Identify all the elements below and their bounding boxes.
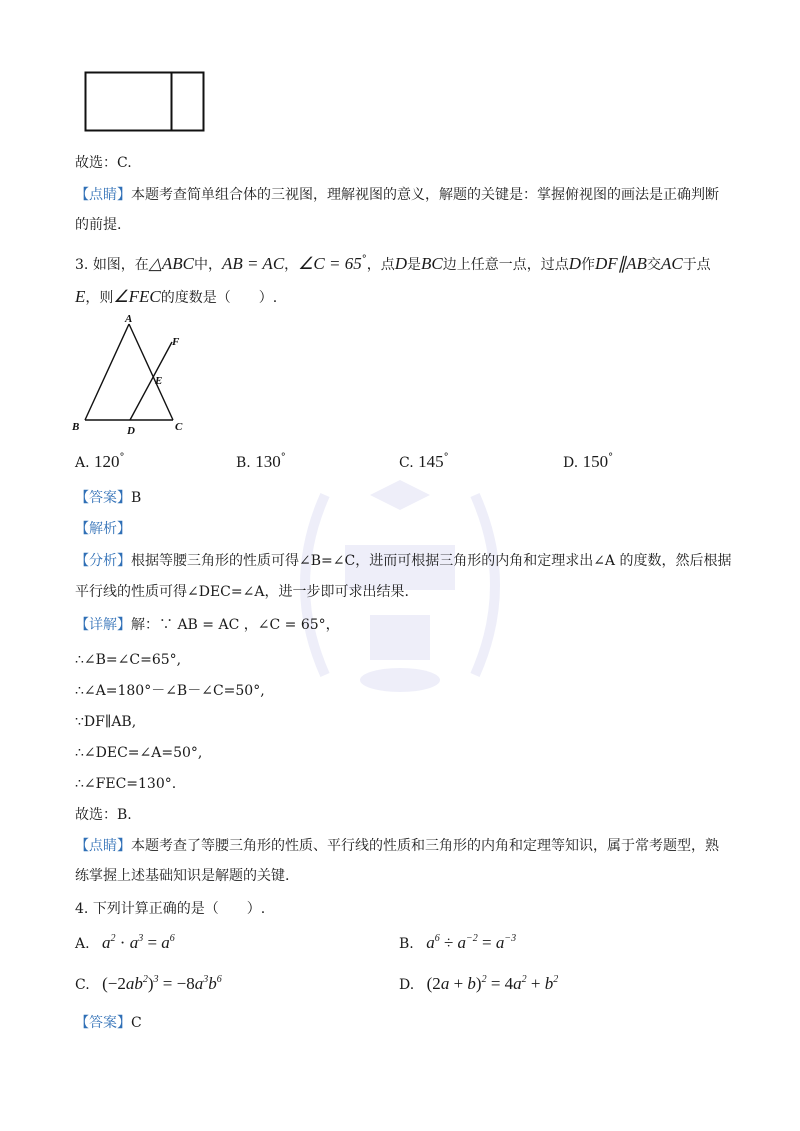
stem-text: ，点 bbox=[366, 257, 395, 273]
fenxi-tag: 【分析】 bbox=[75, 553, 131, 569]
q3-fenxi bbox=[75, 552, 731, 570]
q2-comment bbox=[75, 186, 719, 204]
option-value: 130 bbox=[255, 452, 281, 471]
angle-fec: ∠FEC bbox=[113, 287, 161, 306]
q4-option-d bbox=[399, 975, 558, 994]
option-d-formula: $(2a + b)^2 = 4a^2 + b^2$ bbox=[426, 974, 559, 993]
stem-text: ，则 bbox=[85, 290, 114, 306]
label-b: B bbox=[72, 421, 80, 433]
step-line: ∴∠A=180°－∠B－∠C=50°, bbox=[75, 683, 265, 699]
option-letter: D. bbox=[399, 977, 415, 993]
answer-value: B bbox=[131, 490, 142, 506]
degree-sign: ° bbox=[608, 452, 614, 463]
point-e: E bbox=[75, 287, 86, 306]
outer-rectangle bbox=[86, 73, 204, 131]
parallel-df-ab: DF∥AB bbox=[595, 254, 647, 273]
option-letter: B. bbox=[399, 936, 414, 952]
label-c: C bbox=[175, 421, 183, 433]
q2-comment-cont: 的前提. bbox=[75, 217, 122, 233]
q4-answer bbox=[75, 1014, 142, 1032]
answer-value: C bbox=[131, 1015, 142, 1031]
option-c-formula: $(-2ab^2)^3 = -8a^3b^6$ bbox=[102, 974, 222, 993]
option-letter: D. bbox=[563, 455, 579, 471]
angle-c: ∠C = 65 bbox=[298, 254, 362, 273]
detail-tag: 【详解】 bbox=[75, 617, 131, 633]
question-number: 4. bbox=[75, 901, 89, 917]
comment-text: 本题考查了等腰三角形的性质、平行线的性质和三角形的内角和定理等知识，属于常考题型，熟 bbox=[131, 838, 719, 854]
q3-stem-line2 bbox=[75, 288, 277, 307]
option-value: 145 bbox=[418, 452, 444, 471]
option-b-formula: $a^6 \div a^{-2} = a^{-3}$ bbox=[426, 933, 517, 952]
segment-bc: BC bbox=[421, 254, 443, 273]
step-line: ∴∠FEC=130°. bbox=[75, 776, 177, 792]
option-letter: A. bbox=[75, 455, 90, 471]
q3-answer bbox=[75, 489, 141, 507]
label-e: E bbox=[155, 375, 163, 387]
q3-comment-cont: 练掌握上述基础知识是解题的关键. bbox=[75, 868, 290, 884]
degree-sign: ° bbox=[119, 452, 125, 463]
step-line: ∴∠B=∠C=65°, bbox=[75, 652, 182, 668]
question-number: 3. bbox=[75, 257, 89, 273]
degree-sign: ° bbox=[443, 452, 449, 463]
option-value: 120 bbox=[94, 452, 120, 471]
q4-option-a bbox=[75, 934, 175, 953]
triangle-abc: △ABC bbox=[148, 254, 194, 273]
side-ab bbox=[85, 324, 129, 420]
q3-comment bbox=[75, 837, 719, 855]
q4-option-b bbox=[399, 934, 516, 953]
answer-tag: 【答案】 bbox=[75, 490, 131, 506]
triangle-figure bbox=[68, 312, 193, 437]
option-d bbox=[563, 453, 613, 472]
stem-text: 作 bbox=[581, 257, 596, 273]
option-letter: A. bbox=[75, 936, 90, 952]
side-ac bbox=[129, 324, 173, 420]
analysis-tag: 【解析】 bbox=[75, 521, 131, 537]
q3-detail bbox=[75, 616, 340, 634]
stem-text: 边上任意一点，过点 bbox=[442, 257, 569, 273]
q4-option-c bbox=[75, 975, 222, 994]
q4-stem bbox=[75, 900, 265, 918]
top-view-figure bbox=[84, 71, 206, 133]
label-d: D bbox=[127, 425, 135, 437]
stem-text: 下列计算正确的是（ ）. bbox=[92, 901, 266, 917]
step-line: ∴∠DEC=∠A=50°, bbox=[75, 745, 203, 761]
q3-conclusion: 故选：B. bbox=[75, 807, 132, 823]
label-a: A bbox=[125, 313, 133, 325]
option-letter: C. bbox=[75, 977, 90, 993]
stem-text: 如图，在 bbox=[92, 257, 149, 273]
detail-text: 解：∵ AB = AC ，∠C = 65°， bbox=[131, 617, 340, 633]
degree-sign: ° bbox=[361, 254, 367, 265]
comment-text: 本题考查简单组合体的三视图，理解视图的意义，解题的关键是：掌握俯视图的画法是正确判断 bbox=[131, 187, 719, 203]
stem-text: 的度数是（ ）. bbox=[160, 290, 278, 306]
stem-text: 交 bbox=[646, 257, 661, 273]
option-letter: B. bbox=[236, 455, 251, 471]
option-c bbox=[399, 453, 449, 472]
option-letter: C. bbox=[399, 455, 414, 471]
degree-sign: ° bbox=[280, 452, 286, 463]
stem-text: ， bbox=[284, 257, 299, 273]
comment-tag: 【点睛】 bbox=[75, 838, 131, 854]
segment-ac: AC bbox=[660, 254, 683, 273]
comment-tag: 【点睛】 bbox=[75, 187, 131, 203]
option-a bbox=[75, 453, 125, 472]
answer-tag: 【答案】 bbox=[75, 1015, 131, 1031]
point-d: D bbox=[394, 254, 407, 273]
equation-ab-ac: AB = AC bbox=[222, 254, 285, 273]
label-f: F bbox=[172, 336, 180, 348]
stem-text: 是 bbox=[407, 257, 421, 273]
segment-df bbox=[130, 342, 172, 420]
option-value: 150 bbox=[582, 452, 609, 471]
step-line: ∵DF∥AB, bbox=[75, 714, 137, 730]
stem-text: 中， bbox=[194, 257, 222, 273]
option-a-formula: $a^2 \cdot a^3 = a^6$ bbox=[102, 933, 175, 952]
q3-fenxi-cont: 平行线的性质可得∠DEC=∠A，进一步即可求出结果. bbox=[75, 584, 409, 600]
q3-stem-line1 bbox=[75, 255, 711, 274]
point-d: D bbox=[568, 254, 582, 273]
fenxi-text: 根据等腰三角形的性质可得∠B=∠C，进而可根据三角形的内角和定理求出∠A 的度数，然后根据 bbox=[131, 553, 732, 569]
stem-text: 于点 bbox=[682, 257, 711, 273]
option-b bbox=[236, 453, 286, 472]
q2-conclusion: 故选：C. bbox=[75, 155, 132, 171]
